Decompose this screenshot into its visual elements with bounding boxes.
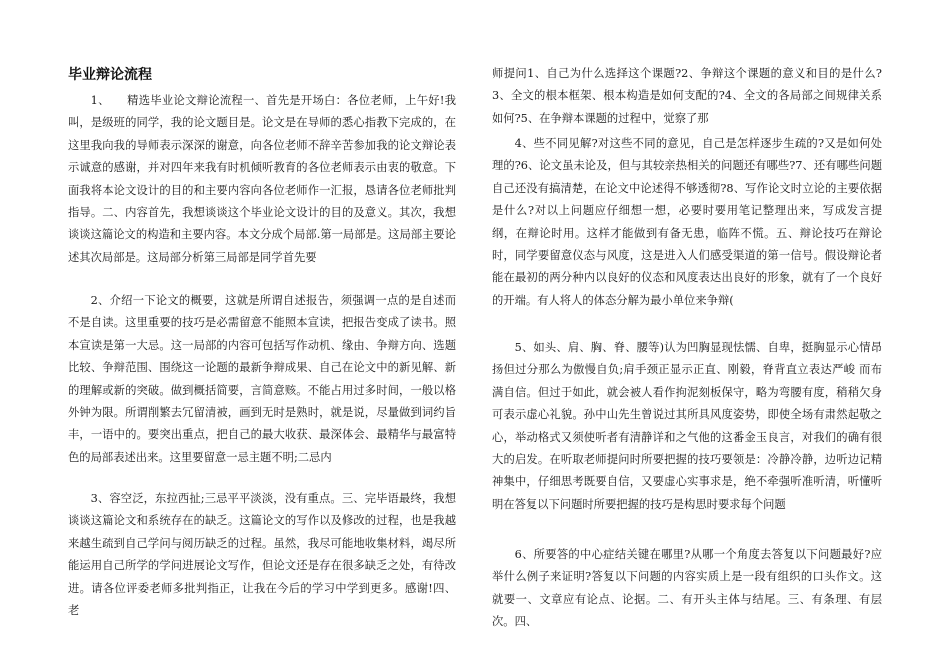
paragraph: 师提问1、自己为什么选择这个课题?2、争辩这个课题的意义和目的是什么?3、全文的根本框架、根本构造是如何支配的?4、全文的各局部之间规律关系如何?5、在争辩本课题的过程中，觉察了那 bbox=[492, 67, 882, 125]
paragraph: 6、所要答的中心症结关键在哪里?从哪一个角度去答复以下问题最好?应举什么例子来证明?答复以下问题的内容实质上是一段有组织的口头作文。这就要一、文章应有论点、论据。二、有开头主体与结尾。三、有条理、有层次。四、 bbox=[492, 548, 882, 629]
paragraph: 2、介绍一下论文的概要，这就是所谓自述报告，须强调一点的是自述而不是自读。这里重要的技巧是必需留意不能照本宣读，把报告变成了读书。照本宣读是第一大忌。这一局部的内容可包括写作动机、缘由、争辩方向、选题比较、争辩范围、围绕这一论题的最新争辩成果、自己在论文中的新见解、新的理解或新的突破。做到概括简要，言简意赅。不能占用过多时间，一般以格外钟为限。所谓削繁去冗留清被，画到无时是熟时，就是说，尽量做到词约旨丰，一语中的。要突出重点，把自己的最大收获、最深体会、最精华与最富特色的局部表述出来。这里要留意一忌主题不明;二忌内 bbox=[68, 294, 456, 464]
document-title: 毕业辩论流程 bbox=[68, 67, 152, 83]
paragraph: 4、些不同见解?对这些不同的意见，自己是怎样逐步生疏的?又是如何处理的?6、论文虽未论及，但与其较亲热相关的问题还有哪些?7、还有哪些问题自己还没有搞清楚，在论文中论述得不够透彻?8、写作论文时立论的主要依据是什么?对以上问题应仔细想一想，必要时要用笔记整理出来，写成发言提纲，在辩论时用。这样才能做到有备无患，临阵不慌。五、辩论技巧在辩论时，同学要留意仪态与风度，这是进入人们感受渠道的第一信号。假设辩论者能在最初的两分种内以良好的仪态和风度表达出良好的形象，就有了一个良好的开端。有人将人的体态分解为最小单位来争辩( bbox=[492, 137, 882, 307]
paragraph: 1、 精选毕业论文辩论流程一、首先是开场白：各位老师，上午好!我叫，是级班的同学，我的论文题目是。论文是在导师的悉心指教下完成的，在这里我向我的导师表示深深的谢意，向各位老师不辞辛苦参加我的论文辩论表示诚意的感谢，并对四年来我有时机倾听教育的各位老师表示由衷的敬意。下面我将本论文设计的目的和主要内容向各位老师作一汇报，恳请各位老师批判指导。二、内容首先，我想谈谈这个毕业论文设计的目的及意义。其次，我想谈谈这篇论文的构造和主要内容。本文分成个局部.第一局部是。这局部主要论述其次局部是。这局部分析第三局部是同学首先要 bbox=[68, 94, 456, 264]
paragraph: 3、容空泛，东拉西扯;三忌平平淡淡，没有重点。三、完毕语最终，我想谈谈这篇论文和系统存在的缺乏。这篇论文的写作以及修改的过程，也是我越来越生疏到自己学问与阅历缺乏的过程。虽然，我尽可能地收集材料，竭尽所能运用自己所学的学问进展论文写作，但论文还是存在很多缺乏之处，有待改进。请各位评委老师多批判指正，让我在今后的学习中学到更多。感谢!四、老 bbox=[68, 492, 456, 618]
paragraph: 5、如头、肩、胸、脊、腰等)认为凹胸显现怯懦、自卑，挺胸显示心情昂扬但过分那么为傲慢自负;肩手颈正显示正直、刚毅，脊背直立表达严峻 而布满自信。但过于如此，就会被人看作拘泥刻板保守，略为弯腰有度，稍稍欠身可表示虚心礼貌。孙中山先生曾说过其所具风度姿势，即使全场有肃然起敬之心，举动格式又须使听者有清静详和之气他的这番金玉良言，对我们的确有很大的启发。在听取老师提问时所要把握的技巧要领是：冷静冷静，边听边记精神集中，仔细思考既要自信，又要虚心实事求是，绝不牵强听准听清，听懂听明在答复以下问题时所要把握的技巧是构思时要求每个问题 bbox=[492, 341, 882, 511]
